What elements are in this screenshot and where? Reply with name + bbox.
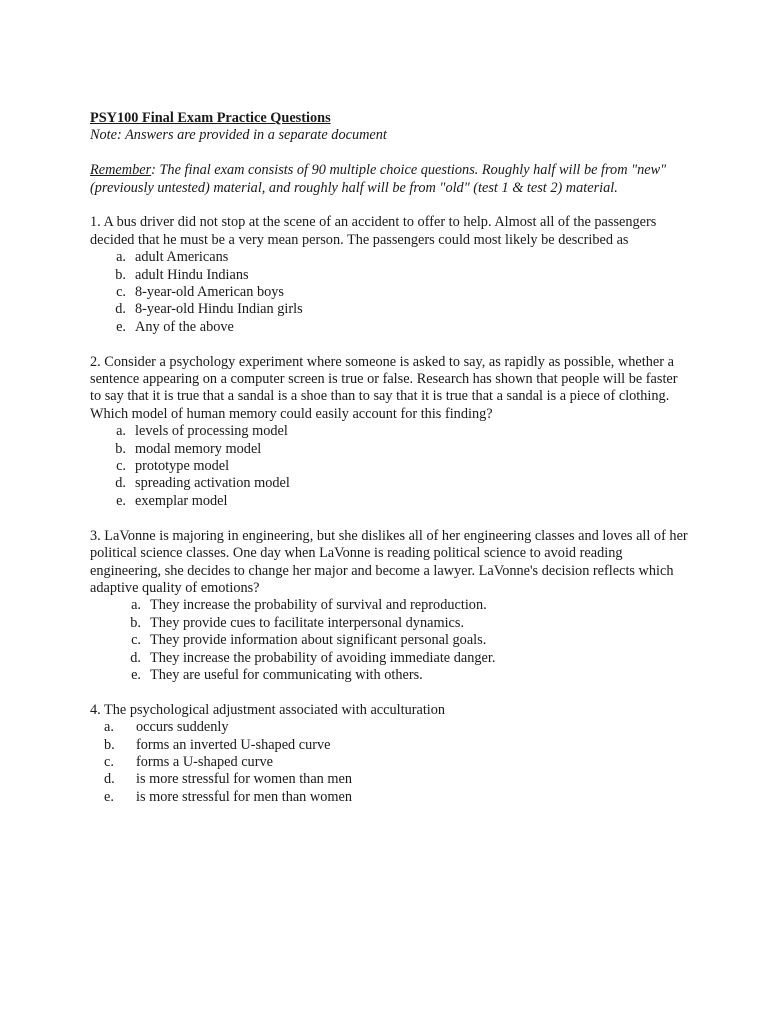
choice-letter: c. xyxy=(116,458,126,475)
choice-text: forms a U-shaped curve xyxy=(136,753,273,770)
spacer xyxy=(90,510,690,527)
choice-letter: a. xyxy=(116,249,126,266)
question-text: 4. The psychological adjustment associated with acculturation xyxy=(90,701,446,718)
choice-letter: b. xyxy=(104,736,115,753)
choice-item xyxy=(90,632,690,649)
spacer xyxy=(90,336,690,353)
choice-text: They increase the probability of survival and reproduction. xyxy=(150,597,487,614)
choice-text: occurs suddenly xyxy=(136,719,229,736)
choice-text: adult Americans xyxy=(135,249,229,266)
remember-label: Remember xyxy=(90,162,152,179)
choice-text: 8-year-old American boys xyxy=(135,284,284,301)
choice-text: modal memory model xyxy=(135,440,262,457)
choice-item xyxy=(90,301,690,318)
choice-item xyxy=(90,719,690,736)
choice-item xyxy=(90,249,690,266)
choice-item xyxy=(90,667,690,684)
choice-letter: b. xyxy=(115,440,126,457)
choice-text: adult Hindu Indians xyxy=(135,266,249,283)
choice-item xyxy=(90,493,690,510)
choice-item xyxy=(90,319,690,336)
choice-letter: a. xyxy=(116,423,126,440)
document-title: PSY100 Final Exam Practice Questions xyxy=(90,110,331,126)
question-2 xyxy=(90,354,690,511)
choice-item xyxy=(90,475,690,492)
choice-text: Any of the above xyxy=(135,318,234,335)
choice-item xyxy=(90,597,690,614)
choice-text: levels of processing model xyxy=(135,423,288,440)
spacer xyxy=(90,684,690,701)
choice-list xyxy=(90,249,690,336)
choice-letter: a. xyxy=(131,597,141,614)
choice-letter: a. xyxy=(104,719,114,736)
choice-item xyxy=(90,737,690,754)
choice-letter: e. xyxy=(116,492,126,509)
spacer xyxy=(90,145,690,162)
question-text: 2. Consider a psychology experiment where someone is asked to say, as rapidly as possible, whether a sentence appearing on a computer screen is true or false. Research has shown that people will be faster to say that it is true that a sandal is a shoe than to say that it is true that a sandal is a piece of clothing. Which model of human memory could easily account for this finding? xyxy=(90,353,678,422)
choice-letter: e. xyxy=(116,318,126,335)
question-text: 1. A bus driver did not stop at the scene of an accident to offer to help. Almost all of the passengers decided that he must be a very mean person. The passengers could most likely be described as xyxy=(90,214,657,248)
document-page xyxy=(90,110,690,806)
choice-text: They provide cues to facilitate interpersonal dynamics. xyxy=(150,614,465,631)
choice-text: They are useful for communicating with others. xyxy=(150,666,423,683)
choice-item xyxy=(90,650,690,667)
choice-text: They provide information about significant personal goals. xyxy=(150,632,487,649)
choice-item xyxy=(90,458,690,475)
question-4 xyxy=(90,702,690,806)
choice-letter: d. xyxy=(115,475,126,492)
choice-item xyxy=(90,754,690,771)
remember-paragraph xyxy=(90,162,690,197)
choice-letter: d. xyxy=(115,301,126,318)
choice-text: They increase the probability of avoiding immediate danger. xyxy=(150,649,496,666)
choice-list xyxy=(90,719,690,806)
choice-item xyxy=(90,789,690,806)
choice-text: forms an inverted U-shaped curve xyxy=(136,736,331,753)
choice-list xyxy=(90,423,690,510)
document-note: Note: Answers are provided in a separate document xyxy=(90,127,387,144)
choice-letter: d. xyxy=(130,649,141,666)
choice-item xyxy=(90,267,690,284)
choice-item xyxy=(90,423,690,440)
choice-item xyxy=(90,615,690,632)
choice-letter: e. xyxy=(131,666,141,683)
choice-letter: c. xyxy=(131,632,141,649)
choice-letter: c. xyxy=(116,284,126,301)
choice-text: prototype model xyxy=(135,458,230,475)
remember-text: : The final exam consists of 90 multiple choice questions. Roughly half will be from "new" (previously untested) material, and roughly half will be from "old" (test 1 & test 2) material. xyxy=(90,162,667,196)
choice-item xyxy=(90,771,690,788)
choice-letter: c. xyxy=(104,753,114,770)
choice-item xyxy=(90,441,690,458)
choice-letter: b. xyxy=(130,614,141,631)
choice-text: 8-year-old Hindu Indian girls xyxy=(135,301,303,318)
choice-letter: d. xyxy=(104,771,115,788)
question-text: 3. LaVonne is majoring in engineering, but she dislikes all of her engineering classes and loves all of her political science classes. One day when LaVonne is reading political science to avoid reading engineering, she decides to change her major and become a lawyer. LaVonne's decision reflects which adaptive quality of emotions? xyxy=(90,527,688,596)
choice-letter: e. xyxy=(104,788,114,805)
spacer xyxy=(90,197,690,214)
choice-text: spreading activation model xyxy=(135,475,290,492)
question-3 xyxy=(90,528,690,685)
question-1 xyxy=(90,214,690,336)
choice-text: exemplar model xyxy=(135,492,228,509)
choice-letter: b. xyxy=(115,266,126,283)
choice-item xyxy=(90,284,690,301)
choice-text: is more stressful for men than women xyxy=(136,788,352,805)
choice-list xyxy=(90,597,690,684)
choice-text: is more stressful for women than men xyxy=(136,771,352,788)
